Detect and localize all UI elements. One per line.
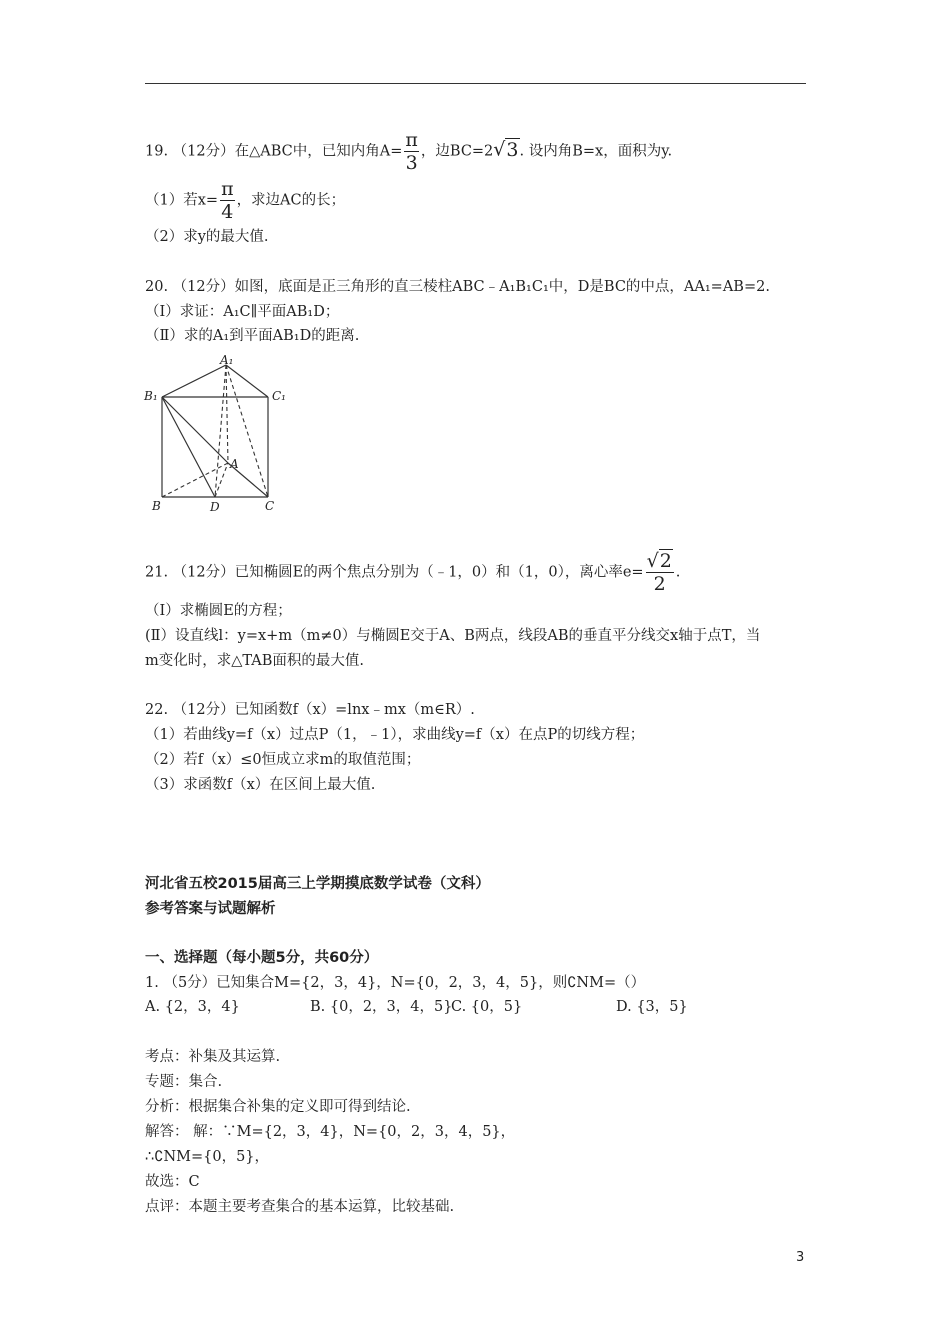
- q19-part1: （1）若x= $\frac{\pi}{4}$ ，求边AC的长；: [145, 178, 346, 223]
- prism-figure: [140, 355, 290, 519]
- q21-part2b: m变化时，求△TAB面积的最大值.: [145, 653, 365, 669]
- therefore-line: ∴∁NM={0，5}，: [145, 1149, 270, 1165]
- q19-stem: 19. （12分）在△ABC中，已知内角A= $\frac{\pi}{3}$ ，边BC=2√3. 设内角B=x，面积为y.: [145, 129, 673, 174]
- q21-part1: （Ⅰ）求椭圆E的方程；: [145, 603, 292, 619]
- label-d: D: [210, 500, 220, 514]
- label-a: A: [230, 457, 239, 471]
- label-b1: B₁: [144, 389, 158, 403]
- label-b: B: [152, 499, 161, 513]
- label-c: C: [265, 499, 275, 513]
- page-number: 3: [796, 1250, 805, 1265]
- prism-diagram: [140, 355, 290, 515]
- fraction-sqrt2-over-2: $\frac{√2}{2}$: [646, 550, 672, 595]
- q19-part2: （2）求y的最大值.: [145, 229, 269, 245]
- a-q1-stem: 1. （5分）已知集合M={2，3，4}，N={0，2，3，4，5}，则∁NM=（）: [145, 975, 646, 991]
- q22-stem: 22. （12分）已知函数f（x）=lnx﹣mx（m∈R）.: [145, 702, 475, 718]
- q22-part1: （1）若曲线y=f（x）过点P（1，﹣1），求曲线y=f（x）在点P的切线方程；: [145, 727, 645, 743]
- fenxi: 分析：根据集合补集的定义即可得到结论.: [145, 1099, 411, 1115]
- jieda: 解答： 解：∵M={2，3，4}，N={0，2，3，4，5}，: [145, 1124, 516, 1140]
- label-a1: A₁: [220, 355, 234, 367]
- dianping: 点评：本题主要考查集合的基本运算，比较基础.: [145, 1199, 455, 1215]
- option-a: A. {2，3，4}: [145, 999, 240, 1015]
- guxuan: 故选：C: [145, 1174, 200, 1190]
- a-q1-options: [145, 997, 688, 1017]
- q22-part2: （2）若f（x）≤0恒成立求m的取值范围；: [145, 752, 421, 768]
- header-rule: [145, 83, 806, 84]
- option-c: C. {0，5}: [451, 999, 523, 1015]
- q21-stem: 21. （12分）已知椭圆E的两个焦点分别为（﹣1，0）和（1，0），离心率e= $\frac{√2}{2}$ .: [145, 550, 681, 595]
- q21-part2a: (Ⅱ）设直线l：y=x+m（m≠0）与椭圆E交于A、B两点，线段AB的垂直平分线交x轴于点T，当: [145, 628, 761, 644]
- fraction-pi-over-3: $\frac{\pi}{3}$: [405, 129, 418, 174]
- q20-part1: （Ⅰ）求证：A₁C∥平面AB₁D；: [145, 304, 340, 320]
- kaodian: 考点：补集及其运算.: [145, 1049, 281, 1065]
- fraction-pi-over-4: $\frac{\pi}{4}$: [221, 178, 234, 223]
- answers-subtitle: 参考答案与试题解析: [145, 901, 276, 917]
- q22-part3: （3）求函数f（x）在区间上最大值.: [145, 777, 376, 793]
- q20-part2: （Ⅱ）求的A₁到平面AB₁D的距离.: [145, 328, 360, 344]
- section-heading: 一、选择题（每小题5分，共60分）: [145, 950, 379, 966]
- label-c1: C₁: [272, 389, 286, 403]
- zhuanti: 专题：集合.: [145, 1074, 223, 1090]
- option-b: B. {0，2，3，4，5}: [310, 999, 453, 1015]
- sqrt-3: √3: [493, 138, 519, 161]
- option-d: D. {3，5}: [616, 999, 688, 1015]
- q20-stem: 20. （12分）如图，底面是正三角形的直三棱柱ABC﹣A₁B₁C₁中，D是BC的中点，AA₁=AB=2.: [145, 279, 770, 295]
- answers-title: 河北省五校2015届高三上学期摸底数学试卷（文科）: [145, 876, 490, 892]
